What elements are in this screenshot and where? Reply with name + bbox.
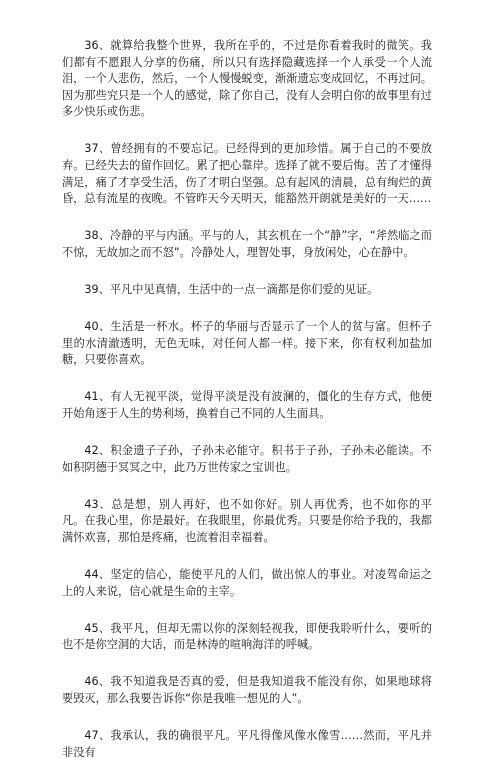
quote-paragraph-45: 45、我平凡，但却无需以你的深刻轻视我，即便我聆听什么，要听的也不是你空洞的大话，而是林涛的喧响海洋的呼喊。	[62, 621, 432, 652]
quote-paragraph-39: 39、平凡中见真情，生活中的一点一滴都是你们爱的见证。	[84, 283, 379, 297]
quote-list	[62, 38, 432, 782]
quote-paragraph-43: 43、总是想，别人再好，也不如你好。别人再优秀，也不如你的平凡。在我心里，你是最好。在我眼里，你最优秀。只要是你给予我的，我都满怀欢喜，那怕是疼痛，也流着泪幸福着。	[62, 497, 432, 544]
quote-paragraph-47: 47、我承认，我的确很平凡。平凡得像风像水像雪……然而，平凡并非没有	[62, 729, 432, 759]
quote-paragraph-44: 44、坚定的信心，能使平凡的人们，做出惊人的事业。对凌驾命运之上的人来说，信心就是生命的主宰。	[62, 568, 432, 598]
quote-paragraph-40: 40、生活是一杯水。杯子的华丽与否显示了一个人的贫与富。但杯子里的水清澈透明，无色无味，对任何人都一样。接下来，你有权利加盐加糖，只要你喜欢。	[62, 320, 432, 367]
quote-paragraph-37: 37、曾经拥有的不要忘记。已经得到的更加珍惜。属于自己的不要放弃。已经失去的留作回忆。累了把心靠岸。选择了就不要后悔。苦了才懂得满足，痛了才享受生活，伤了才明白坚强。总有起风的清晨，总有绚烂的黄昏，总有流星的夜晚。不管昨天今天明天，能豁然开朗就是美好的一天……	[62, 142, 432, 206]
quote-paragraph-41: 41、有人无视平淡，觉得平淡是没有波澜的，僵化的生存方式，他便开始角逐于人生的势利场，换着自己不同的人生面具。	[62, 390, 432, 420]
quote-paragraph-46: 46、我不知道我是否真的爱，但是我知道我不能没有你，如果地球将要毁灭，那么我要告诉你“你是我唯一想见的人”。	[62, 675, 432, 706]
quote-paragraph-38: 38、冷静的平与内涵。平与的人，其玄机在一个“静”字，“斧然临之而不惊，无故加之而不怒”。冷静处人，理智处事，身放闲处，心在静中。	[62, 229, 432, 259]
quote-paragraph-42: 42、积金遗子子孙，子孙未必能守。积书于子孙，子孙未必能读。不如积阴德于冥冥之中，此乃万世传家之宝训也。	[62, 444, 432, 474]
quote-paragraph-36: 36、就算给我整个世界，我所在乎的，不过是你看着我时的微笑。我们都有不愿跟人分享的伤痛，所以只有选择隐藏选择一个人承受一个人流泪，一个人悲伤，然后，一个人慢慢蜕变，渐渐遗忘变成回忆，不再过问。因为那些究只是一个人的感觉，除了你自己，没有人会明白你的故事里有过多少快乐或伤悲。	[62, 39, 432, 119]
